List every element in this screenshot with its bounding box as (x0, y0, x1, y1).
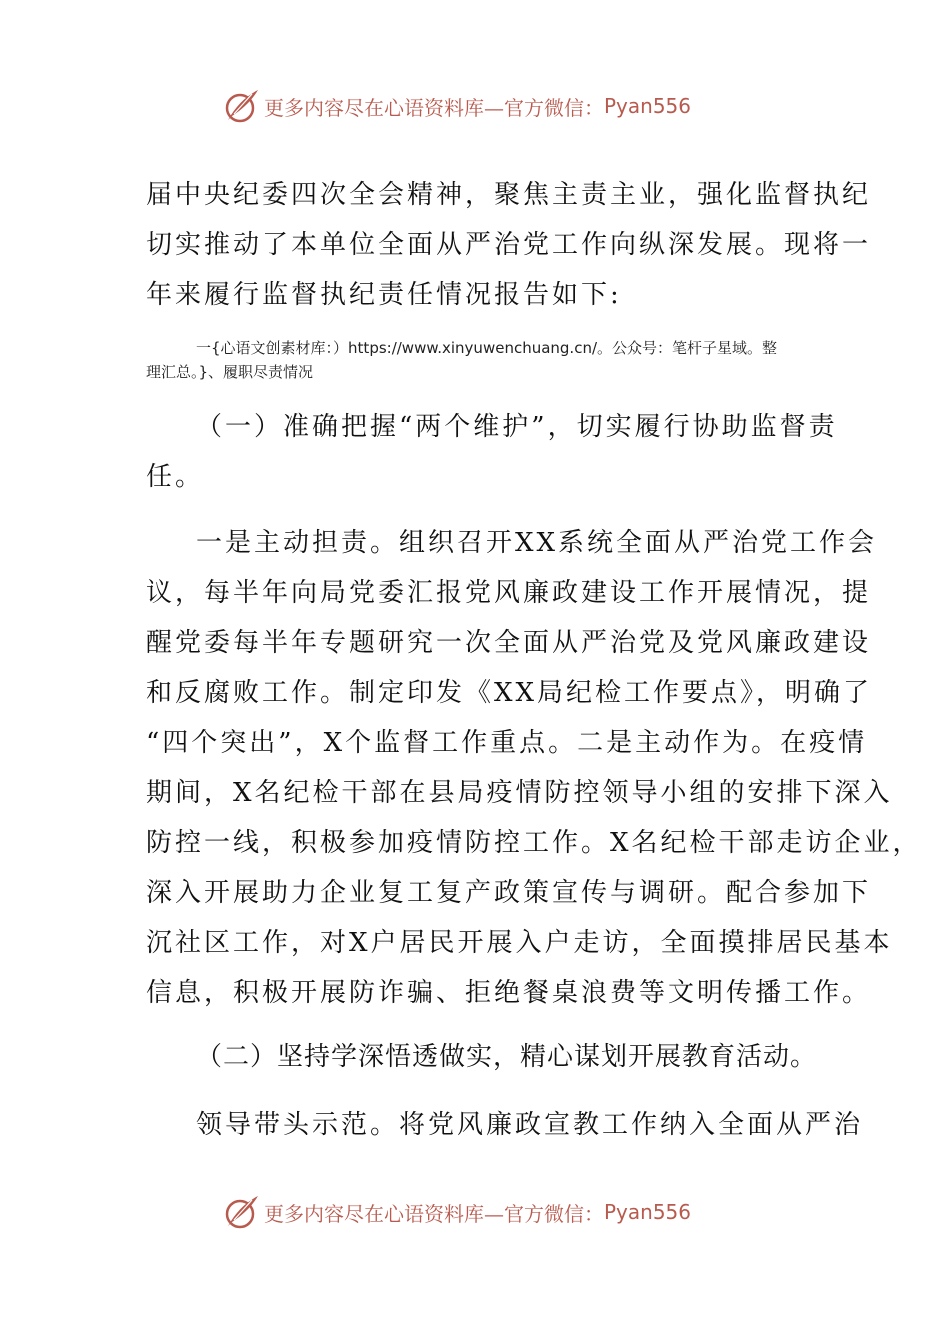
top-banner (222, 84, 691, 128)
banner-handle: Pyan556 (604, 1200, 692, 1224)
source-note-line-1: 一{心语文创素材库：）https://www.xinyuwenchuang.cn/。公众号：笔杆子星域。整 (196, 339, 778, 357)
banner-handle: Pyan556 (604, 94, 692, 118)
body-line: 届中央纪委四次全会精神，聚焦主责主业，强化监督执纪 (146, 180, 872, 210)
body-line: 醒党委每半年专题研究一次全面从严治党及党风廉政建设 (146, 628, 872, 658)
banner-text: 更多内容尽在心语资料库—官方微信： (264, 95, 604, 120)
section-heading-1: （一）准确把握“两个维护”，切实履行协助监督责 (196, 412, 838, 442)
body-line: 沉社区工作，对X户居民开展入户走访，全面摸排居民基本 (146, 928, 893, 958)
source-note-line-2: 理汇总。}、履职尽责情况 (146, 363, 314, 381)
body-line: 任。 (146, 462, 205, 492)
body-line: 议，每半年向局党委汇报党风廉政建设工作开展情况，提 (146, 578, 872, 608)
quill-logo-icon (222, 1192, 262, 1232)
body-line: 年来履行监督执纪责任情况报告如下: (146, 280, 622, 310)
body-line: 防控一线，积极参加疫情防控工作。X名纪检干部走访企业， (146, 828, 922, 858)
body-line: 期间，X名纪检干部在县局疫情防控领导小组的安排下深入 (146, 778, 893, 808)
quill-logo-icon (222, 86, 262, 126)
body-line: 领导带头示范。将党风廉政宣教工作纳入全面从严治 (196, 1110, 864, 1140)
body-line: 和反腐败工作。制定印发《XX局纪检工作要点》，明确了 (146, 678, 873, 708)
body-line: 深入开展助力企业复工复产政策宣传与调研。配合参加下 (146, 878, 872, 908)
section-heading-2: （二）坚持学深悟透做实，精心谋划开展教育活动。 (196, 1042, 818, 1072)
body-line: 信息，积极开展防诈骗、拒绝餐桌浪费等文明传播工作。 (146, 978, 872, 1008)
bottom-banner (222, 1190, 691, 1234)
body-line: “四个突出”，X个监督工作重点。二是主动作为。在疫情 (146, 728, 868, 758)
body-line: 切实推动了本单位全面从严治党工作向纵深发展。现将一 (146, 230, 872, 260)
banner-text: 更多内容尽在心语资料库—官方微信： (264, 1201, 604, 1226)
body-line: 一是主动担责。组织召开XX系统全面从严治党工作会 (196, 528, 878, 558)
